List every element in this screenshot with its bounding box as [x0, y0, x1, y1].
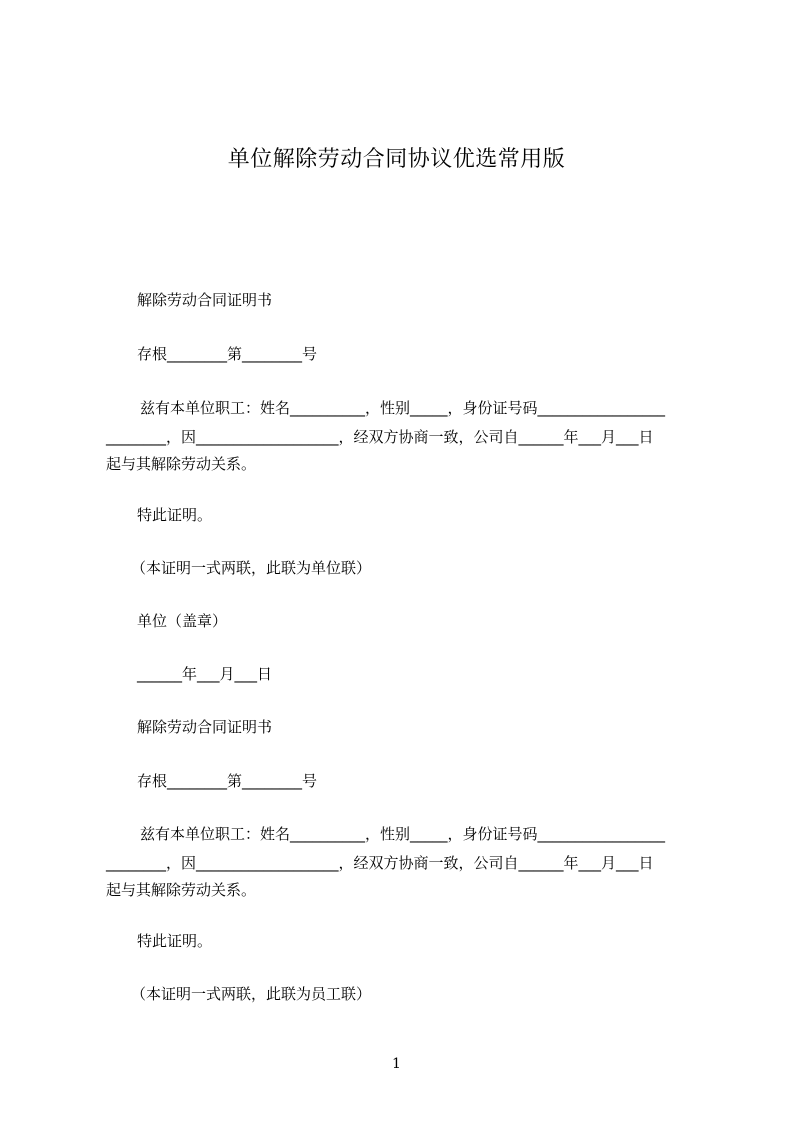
certificate-body-line: 起与其解除劳动关系。 [106, 455, 257, 473]
certify-statement: 特此证明。 [137, 506, 213, 524]
certificate-body-line: ________，因___________________，经双方协商一致，公司自______年___月___日 [106, 854, 654, 872]
certificate-heading: 解除劳动合同证明书 [137, 291, 273, 309]
date-line: ______年___月___日 [137, 665, 273, 683]
copy-note: （本证明一式两联，此联为员工联） [131, 985, 372, 1003]
document-title: 单位解除劳动合同协议优选常用版 [227, 147, 566, 172]
stub-number-line: 存根________第________号 [137, 772, 318, 790]
certificate-body-line: ________，因___________________，经双方协商一致，公司自______年___月___日 [106, 428, 654, 446]
copy-note: （本证明一式两联，此联为单位联） [131, 559, 372, 577]
certificate-heading: 解除劳动合同证明书 [137, 718, 273, 736]
certificate-body-line: 起与其解除劳动关系。 [106, 881, 257, 899]
unit-seal-line: 单位（盖章） [137, 612, 228, 630]
certify-statement: 特此证明。 [137, 932, 213, 950]
certificate-body-line: 兹有本单位职工：姓名__________，性别_____，身份证号码_________________ [140, 825, 666, 843]
page-number: 1 [392, 1056, 401, 1072]
certificate-body-line: 兹有本单位职工：姓名__________，性别_____，身份证号码_________________ [140, 399, 666, 417]
stub-number-line: 存根________第________号 [137, 345, 318, 363]
